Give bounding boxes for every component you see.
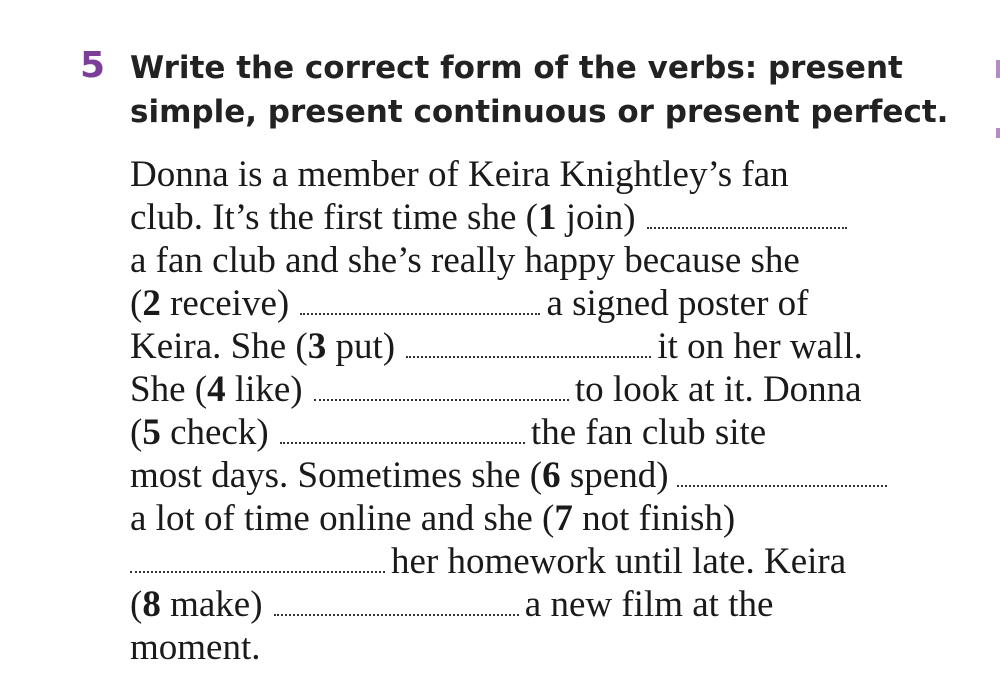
verb-prompt-6: spend) xyxy=(560,455,669,496)
passage-line-1 xyxy=(130,153,990,196)
passage-text: to look at it. Donna xyxy=(574,369,862,410)
passage-line-8 xyxy=(130,454,990,497)
passage-text: her homework until late. Keira xyxy=(391,541,847,582)
gap-number-3: 3 xyxy=(307,326,327,367)
gap-number-5: 5 xyxy=(142,412,161,453)
answer-blank-1[interactable] xyxy=(647,217,847,229)
gap-number-8: 8 xyxy=(142,584,161,625)
answer-blank-2[interactable] xyxy=(300,303,540,315)
passage-text: Donna is a member of Keira Knightley’s fan xyxy=(130,154,789,195)
answer-blank-3[interactable] xyxy=(406,346,651,358)
verb-prompt-8: make) xyxy=(160,584,263,625)
passage-text: the fan club site xyxy=(530,412,767,453)
verb-prompt-5: check) xyxy=(160,412,269,453)
exercise-instruction xyxy=(130,46,970,134)
page-edge-mark xyxy=(996,60,1000,78)
passage-text: ( xyxy=(130,584,143,625)
verb-prompt-7: not finish) xyxy=(572,498,736,539)
answer-blank-5[interactable] xyxy=(280,432,525,444)
passage-line-9 xyxy=(130,497,990,540)
verb-prompt-2: receive) xyxy=(160,283,290,324)
passage-text: it on her wall. xyxy=(657,326,863,367)
passage-text: Keira. She ( xyxy=(130,326,308,367)
passage-line-4 xyxy=(130,282,990,325)
passage-text: ( xyxy=(130,412,143,453)
gap-number-1: 1 xyxy=(537,197,557,238)
passage-line-7 xyxy=(130,411,990,454)
gap-number-6: 6 xyxy=(542,455,561,496)
answer-blank-6[interactable] xyxy=(677,475,887,487)
passage-line-3 xyxy=(130,239,990,282)
verb-prompt-1: join) xyxy=(556,197,636,238)
passage-text: a fan club and she’s really happy because she xyxy=(130,240,800,281)
page-edge-mark xyxy=(996,128,1000,138)
verb-prompt-4: like) xyxy=(225,369,303,410)
gap-number-7: 7 xyxy=(554,498,573,539)
exercise-passage xyxy=(130,153,990,669)
answer-blank-7[interactable] xyxy=(130,561,385,573)
passage-text: moment. xyxy=(130,627,261,668)
passage-text: a signed poster of xyxy=(546,283,809,324)
passage-line-5 xyxy=(130,325,990,368)
passage-text: She ( xyxy=(130,369,208,410)
passage-line-10 xyxy=(130,540,990,583)
answer-blank-8[interactable] xyxy=(274,604,519,616)
verb-prompt-3: put) xyxy=(326,326,396,367)
passage-line-2 xyxy=(130,196,990,239)
gap-number-4: 4 xyxy=(207,369,226,410)
instruction-line-2: simple, present continuous or present perfect. xyxy=(130,94,949,130)
passage-text: a lot of time online and she ( xyxy=(130,498,555,539)
passage-text: ( xyxy=(130,283,143,324)
exercise-number: 5 xyxy=(80,45,106,86)
answer-blank-4[interactable] xyxy=(314,389,569,401)
passage-text: most days. Sometimes she ( xyxy=(130,455,543,496)
passage-line-11 xyxy=(130,583,990,626)
passage-text: club. It’s the first time she ( xyxy=(130,197,538,238)
passage-text: a new film at the xyxy=(524,584,774,625)
passage-line-12 xyxy=(130,626,990,669)
gap-number-2: 2 xyxy=(142,283,161,324)
instruction-line-1: Write the correct form of the verbs: present xyxy=(130,50,903,86)
passage-line-6 xyxy=(130,368,990,411)
